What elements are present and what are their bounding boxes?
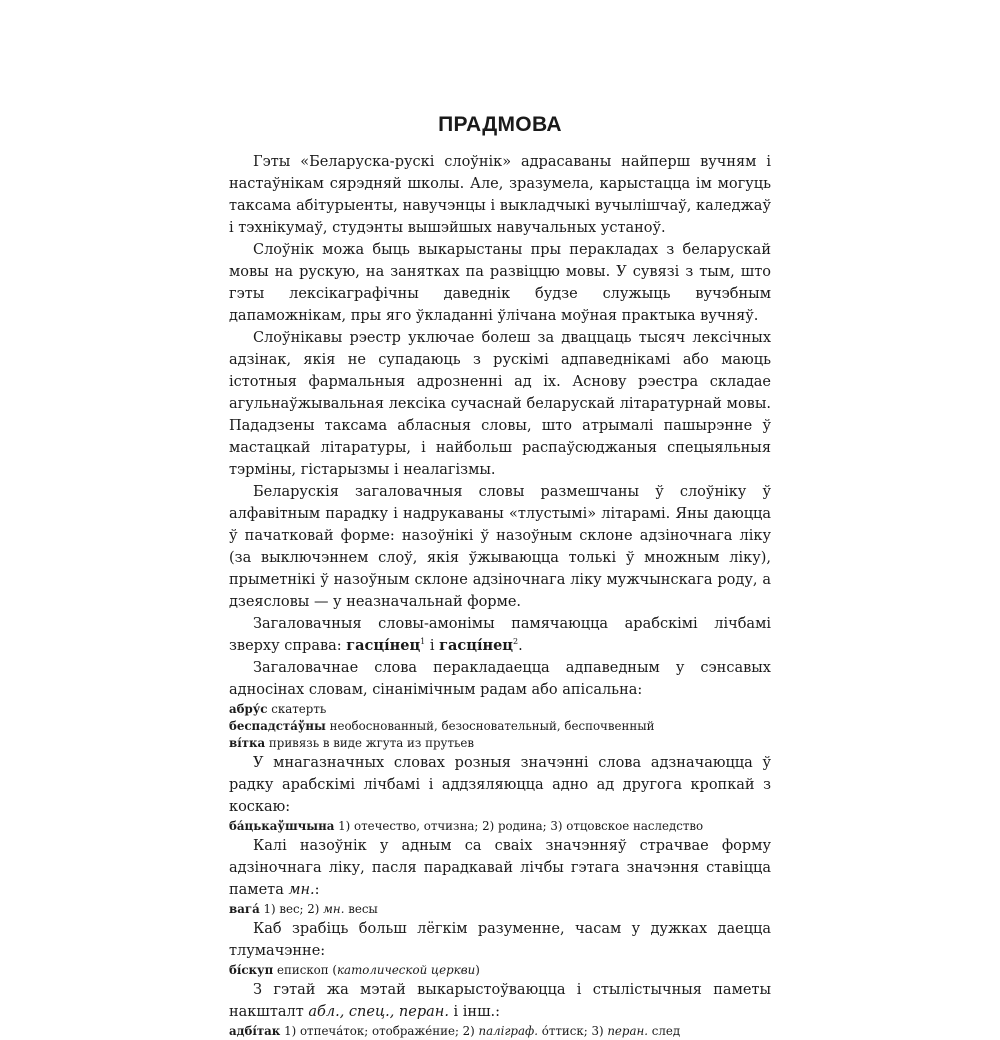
document-body [229, 151, 771, 1040]
paragraph-9: Каб зрабіць больш лёгкім разуменне, часам у дужках даецца тлумачэнне: [229, 921, 771, 959]
paragraph-5-text: Загаловачныя словы-амонімы памячаюцца арабскімі лічбамі зверху справа: [229, 616, 771, 654]
entry-translation: ) [475, 963, 480, 977]
entry-headword: адбі́так [229, 1024, 281, 1038]
dictionary-entry [229, 718, 771, 735]
label-abbreviation: мн. [288, 882, 315, 898]
paragraph-5-end: . [518, 638, 523, 654]
paragraph-7: У мнагазначных словах розныя значэнні слова адзначаюцца ў радку арабскімі лічбамі і аддзяляюцца адно ад другога кропкай з коскаю: [229, 755, 771, 815]
entry-label: мн. [323, 902, 345, 916]
paragraph-8 [229, 835, 771, 901]
entry-translation: весы [344, 902, 378, 916]
entry-headword: ві́тка [229, 736, 266, 750]
paragraph-5 [229, 613, 771, 657]
entry-translation: необоснованный, безосновательный, беспочвенный [325, 719, 655, 733]
dictionary-entry [229, 962, 771, 979]
homonym-index-2: 2 [513, 637, 519, 647]
paragraph-4: Беларускія загаловачныя словы размешчаны ў слоўніку ў алфавітным парадку і надрукаваны «тлустымі» літарамі. Яны даюцца ў пачатковай форме: назоўнікі ў назоўным склоне адзіночнага ліку (за выключэннем слоў, якія ўжываюцца толькі ў множным ліку), прыметнікі ў назоўным склоне адзіночнага ліку мужчынскага роду, а дзеясловы — у неазначальнай форме. [229, 484, 771, 610]
entry-headword: абру́с [229, 702, 268, 716]
entry-translation: епископ ( [273, 963, 338, 977]
paragraph-2: Слоўнік можа быць выкарыстаны пры перакладах з беларускай мовы на рускую, на занятках па развіццю мовы. У сувязі з тым, што гэты лексікаграфічны даведнік будзе служыць вучэбным дапаможнікам, пры яго ўкладанні ўлічана моўная практыка вучняў. [229, 242, 771, 324]
entry-headword: ба́цькаўшчына [229, 819, 335, 833]
entry-headword: бі́скуп [229, 963, 274, 977]
paragraph-6: Загаловачнае слова перакладаецца адпаведным у сэнсавых адносінах словам, сінанімічным радам або апісальна: [229, 660, 771, 698]
entry-translation: скатерть [267, 702, 327, 716]
entry-explanation: католической церкви [337, 963, 476, 977]
dictionary-entry [229, 818, 771, 835]
label-abbreviations: абл., спец., перан. [308, 1004, 449, 1020]
entry-translation: о́ттиск; 3) [537, 1024, 608, 1038]
entry-headword: вага́ [229, 902, 260, 916]
homonym-index-1: 1 [420, 637, 426, 647]
entry-headword: беспадста́ўны [229, 719, 326, 733]
dictionary-entry [229, 735, 771, 752]
paragraph-5-conj: і [425, 638, 440, 654]
paragraph-10-end: і інш.: [448, 1004, 501, 1020]
paragraph-8-end: : [314, 882, 320, 898]
paragraph-10 [229, 979, 771, 1023]
homonym-example-1: гасці́нец [346, 637, 421, 654]
dictionary-entry [229, 1023, 771, 1040]
entry-translation: 1) отечество, отчизна; 2) родина; 3) отцовское наследство [334, 819, 704, 833]
entry-label: паліграф. [478, 1024, 538, 1038]
paragraph-10-text: З гэтай жа мэтай выкарыстоўваюцца і стылістычныя паметы накшталт [229, 982, 771, 1020]
dictionary-entry [229, 701, 771, 718]
entry-translation: след [648, 1024, 681, 1038]
homonym-example-2: гасці́нец [439, 637, 514, 654]
paragraph-8-text: Калі назоўнік у адным са сваіх значэнняў страчвае форму адзіночнага ліку, пасля парадкавай лічбы гэтага значэння ставіцца памета [229, 838, 771, 898]
entry-translation: 1) отпеча́ток; отображе́ние; 2) [280, 1024, 479, 1038]
entry-translation: привязь в виде жгута из прутьев [265, 736, 475, 750]
paragraph-1: Гэты «Беларуска-рускі слоўнік» адрасаваны найперш вучням і настаўнікам сярэдняй школы. Але, зразумела, карыстацца ім могуць таксама абітурыенты, навучэнцы і выкладчыкі вучылішчаў, каледжаў і тэхнікумаў, студэнты вышэйшых навучальных устаноў. [229, 154, 771, 236]
paragraph-3: Слоўнікавы рэестр уключае болеш за дваццаць тысяч лексічных адзінак, якія не супадаюць з рускімі адпаведнікамі або маюць істотныя фармальныя адрозненні ад іх. Аснову рэестра складае агульнаўжывальная лексіка сучаснай беларускай літаратурнай мовы. Пададзены таксама абласныя словы, што атрымалі пашырэнне ў мастацкай літаратуры, і найбольш распаўсюджаныя спецыяльныя тэрміны, гістарызмы і неалагізмы. [229, 330, 771, 478]
dictionary-entry [229, 901, 771, 918]
entry-translation: 1) вес; 2) [259, 902, 324, 916]
entry-label: перан. [607, 1024, 649, 1038]
page-title: ПРАДМОВА [438, 113, 562, 136]
